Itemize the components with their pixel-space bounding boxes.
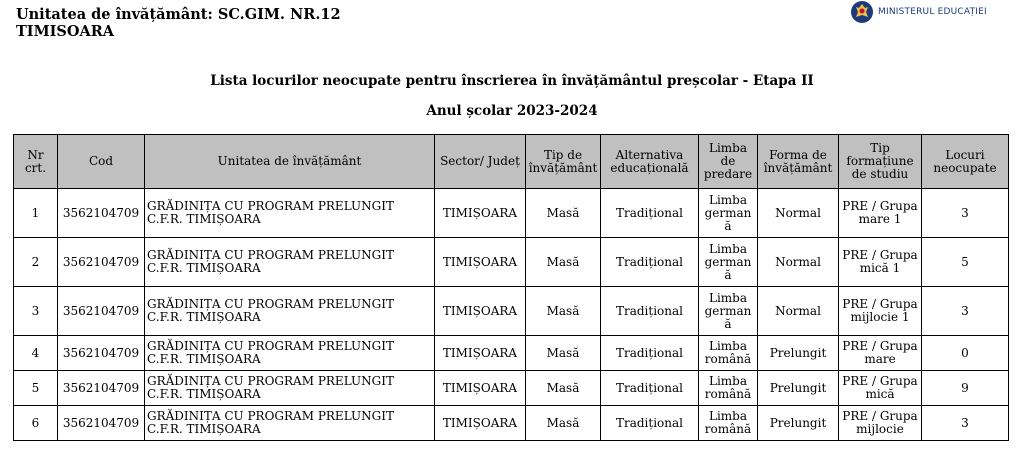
cell-alternativa: Tradițional — [601, 371, 699, 406]
cell-formatiune: PRE / Grupa mică — [839, 371, 922, 406]
cell-forma: Prelungit — [758, 406, 839, 441]
table-row — [14, 189, 1009, 238]
cell-locuri: 3 — [922, 406, 1009, 441]
cell-alternativa: Tradițional — [601, 189, 699, 238]
cell-nr: 4 — [14, 336, 58, 371]
col-header-cod: Cod — [58, 135, 145, 189]
cell-forma: Normal — [758, 238, 839, 287]
cell-unit: GRĂDINIȚA CU PROGRAM PRELUNGIT C.F.R. TIMIȘOARA — [145, 336, 435, 371]
cell-limba: Limba română — [699, 406, 758, 441]
school-city: TIMISOARA — [16, 23, 115, 40]
cell-sector: TIMIȘOARA — [435, 238, 526, 287]
cell-cod: 3562104709 — [58, 336, 145, 371]
col-header-sector: Sector/ Județ — [435, 135, 526, 189]
cell-tip: Masă — [526, 336, 601, 371]
cell-cod: 3562104709 — [58, 406, 145, 441]
cell-nr: 3 — [14, 287, 58, 336]
cell-tip: Masă — [526, 406, 601, 441]
table-row — [14, 287, 1009, 336]
cell-formatiune: PRE / Grupa mică 1 — [839, 238, 922, 287]
cell-cod: 3562104709 — [58, 287, 145, 336]
ministry-name: MINISTERUL EDUCAȚIEI — [878, 7, 987, 17]
cell-cod: 3562104709 — [58, 371, 145, 406]
cell-formatiune: PRE / Grupa mijlocie — [839, 406, 922, 441]
cell-tip: Masă — [526, 287, 601, 336]
cell-unit: GRĂDINIȚA CU PROGRAM PRELUNGIT C.F.R. TIMIȘOARA — [145, 238, 435, 287]
table-row — [14, 406, 1009, 441]
cell-limba: Limba română — [699, 336, 758, 371]
cell-forma: Normal — [758, 189, 839, 238]
cell-locuri: 0 — [922, 336, 1009, 371]
table-row — [14, 371, 1009, 406]
cell-unit: GRĂDINIȚA CU PROGRAM PRELUNGIT C.F.R. TIMIȘOARA — [145, 406, 435, 441]
col-header-formatiune: Tip formațiune de studiu — [839, 135, 922, 189]
cell-alternativa: Tradițional — [601, 287, 699, 336]
cell-unit: GRĂDINIȚA CU PROGRAM PRELUNGIT C.F.R. TIMIȘOARA — [145, 371, 435, 406]
cell-nr: 6 — [14, 406, 58, 441]
cell-tip: Masă — [526, 189, 601, 238]
table-row — [14, 336, 1009, 371]
cell-nr: 1 — [14, 189, 58, 238]
cell-locuri: 5 — [922, 238, 1009, 287]
school-year: Anul școlar 2023-2024 — [426, 103, 598, 119]
cell-tip: Masă — [526, 371, 601, 406]
col-header-unit: Unitatea de învățământ — [145, 135, 435, 189]
school-name: Unitatea de învățământ: SC.GIM. NR.12 — [16, 6, 341, 23]
cell-forma: Prelungit — [758, 336, 839, 371]
col-header-alternativa: Alternativa educațională — [601, 135, 699, 189]
cell-limba: Limba română — [699, 371, 758, 406]
cell-forma: Prelungit — [758, 371, 839, 406]
cell-nr: 5 — [14, 371, 58, 406]
cell-unit: GRĂDINIȚA CU PROGRAM PRELUNGIT C.F.R. TIMIȘOARA — [145, 189, 435, 238]
ministry-logo — [850, 0, 987, 24]
col-header-tip: Tip de învățământ — [526, 135, 601, 189]
cell-limba: Limba german ă — [699, 189, 758, 238]
col-header-forma: Forma de învățământ — [758, 135, 839, 189]
col-header-nr: Nr crt. — [14, 135, 58, 189]
col-header-locuri: Locuri neocupate — [922, 135, 1009, 189]
cell-formatiune: PRE / Grupa mijlocie 1 — [839, 287, 922, 336]
table-header-row — [14, 135, 1009, 189]
document-title: Lista locurilor neocupate pentru înscrierea în învățământul preșcolar - Etapa II — [210, 73, 814, 89]
vacancies-table — [13, 134, 1009, 441]
cell-sector: TIMIȘOARA — [435, 287, 526, 336]
cell-sector: TIMIȘOARA — [435, 371, 526, 406]
school-header — [16, 6, 341, 40]
cell-formatiune: PRE / Grupa mare — [839, 336, 922, 371]
cell-tip: Masă — [526, 238, 601, 287]
cell-sector: TIMIȘOARA — [435, 336, 526, 371]
cell-locuri: 3 — [922, 189, 1009, 238]
col-header-limba: Limba de predare — [699, 135, 758, 189]
cell-formatiune: PRE / Grupa mare 1 — [839, 189, 922, 238]
cell-sector: TIMIȘOARA — [435, 189, 526, 238]
cell-alternativa: Tradițional — [601, 336, 699, 371]
cell-limba: Limba german ă — [699, 238, 758, 287]
cell-locuri: 9 — [922, 371, 1009, 406]
cell-cod: 3562104709 — [58, 189, 145, 238]
table-row — [14, 238, 1009, 287]
cell-unit: GRĂDINIȚA CU PROGRAM PRELUNGIT C.F.R. TIMIȘOARA — [145, 287, 435, 336]
cell-cod: 3562104709 — [58, 238, 145, 287]
cell-alternativa: Tradițional — [601, 238, 699, 287]
romanian-coat-of-arms-icon — [850, 0, 874, 24]
cell-forma: Normal — [758, 287, 839, 336]
cell-sector: TIMIȘOARA — [435, 406, 526, 441]
cell-limba: Limba german ă — [699, 287, 758, 336]
cell-locuri: 3 — [922, 287, 1009, 336]
cell-nr: 2 — [14, 238, 58, 287]
cell-alternativa: Tradițional — [601, 406, 699, 441]
